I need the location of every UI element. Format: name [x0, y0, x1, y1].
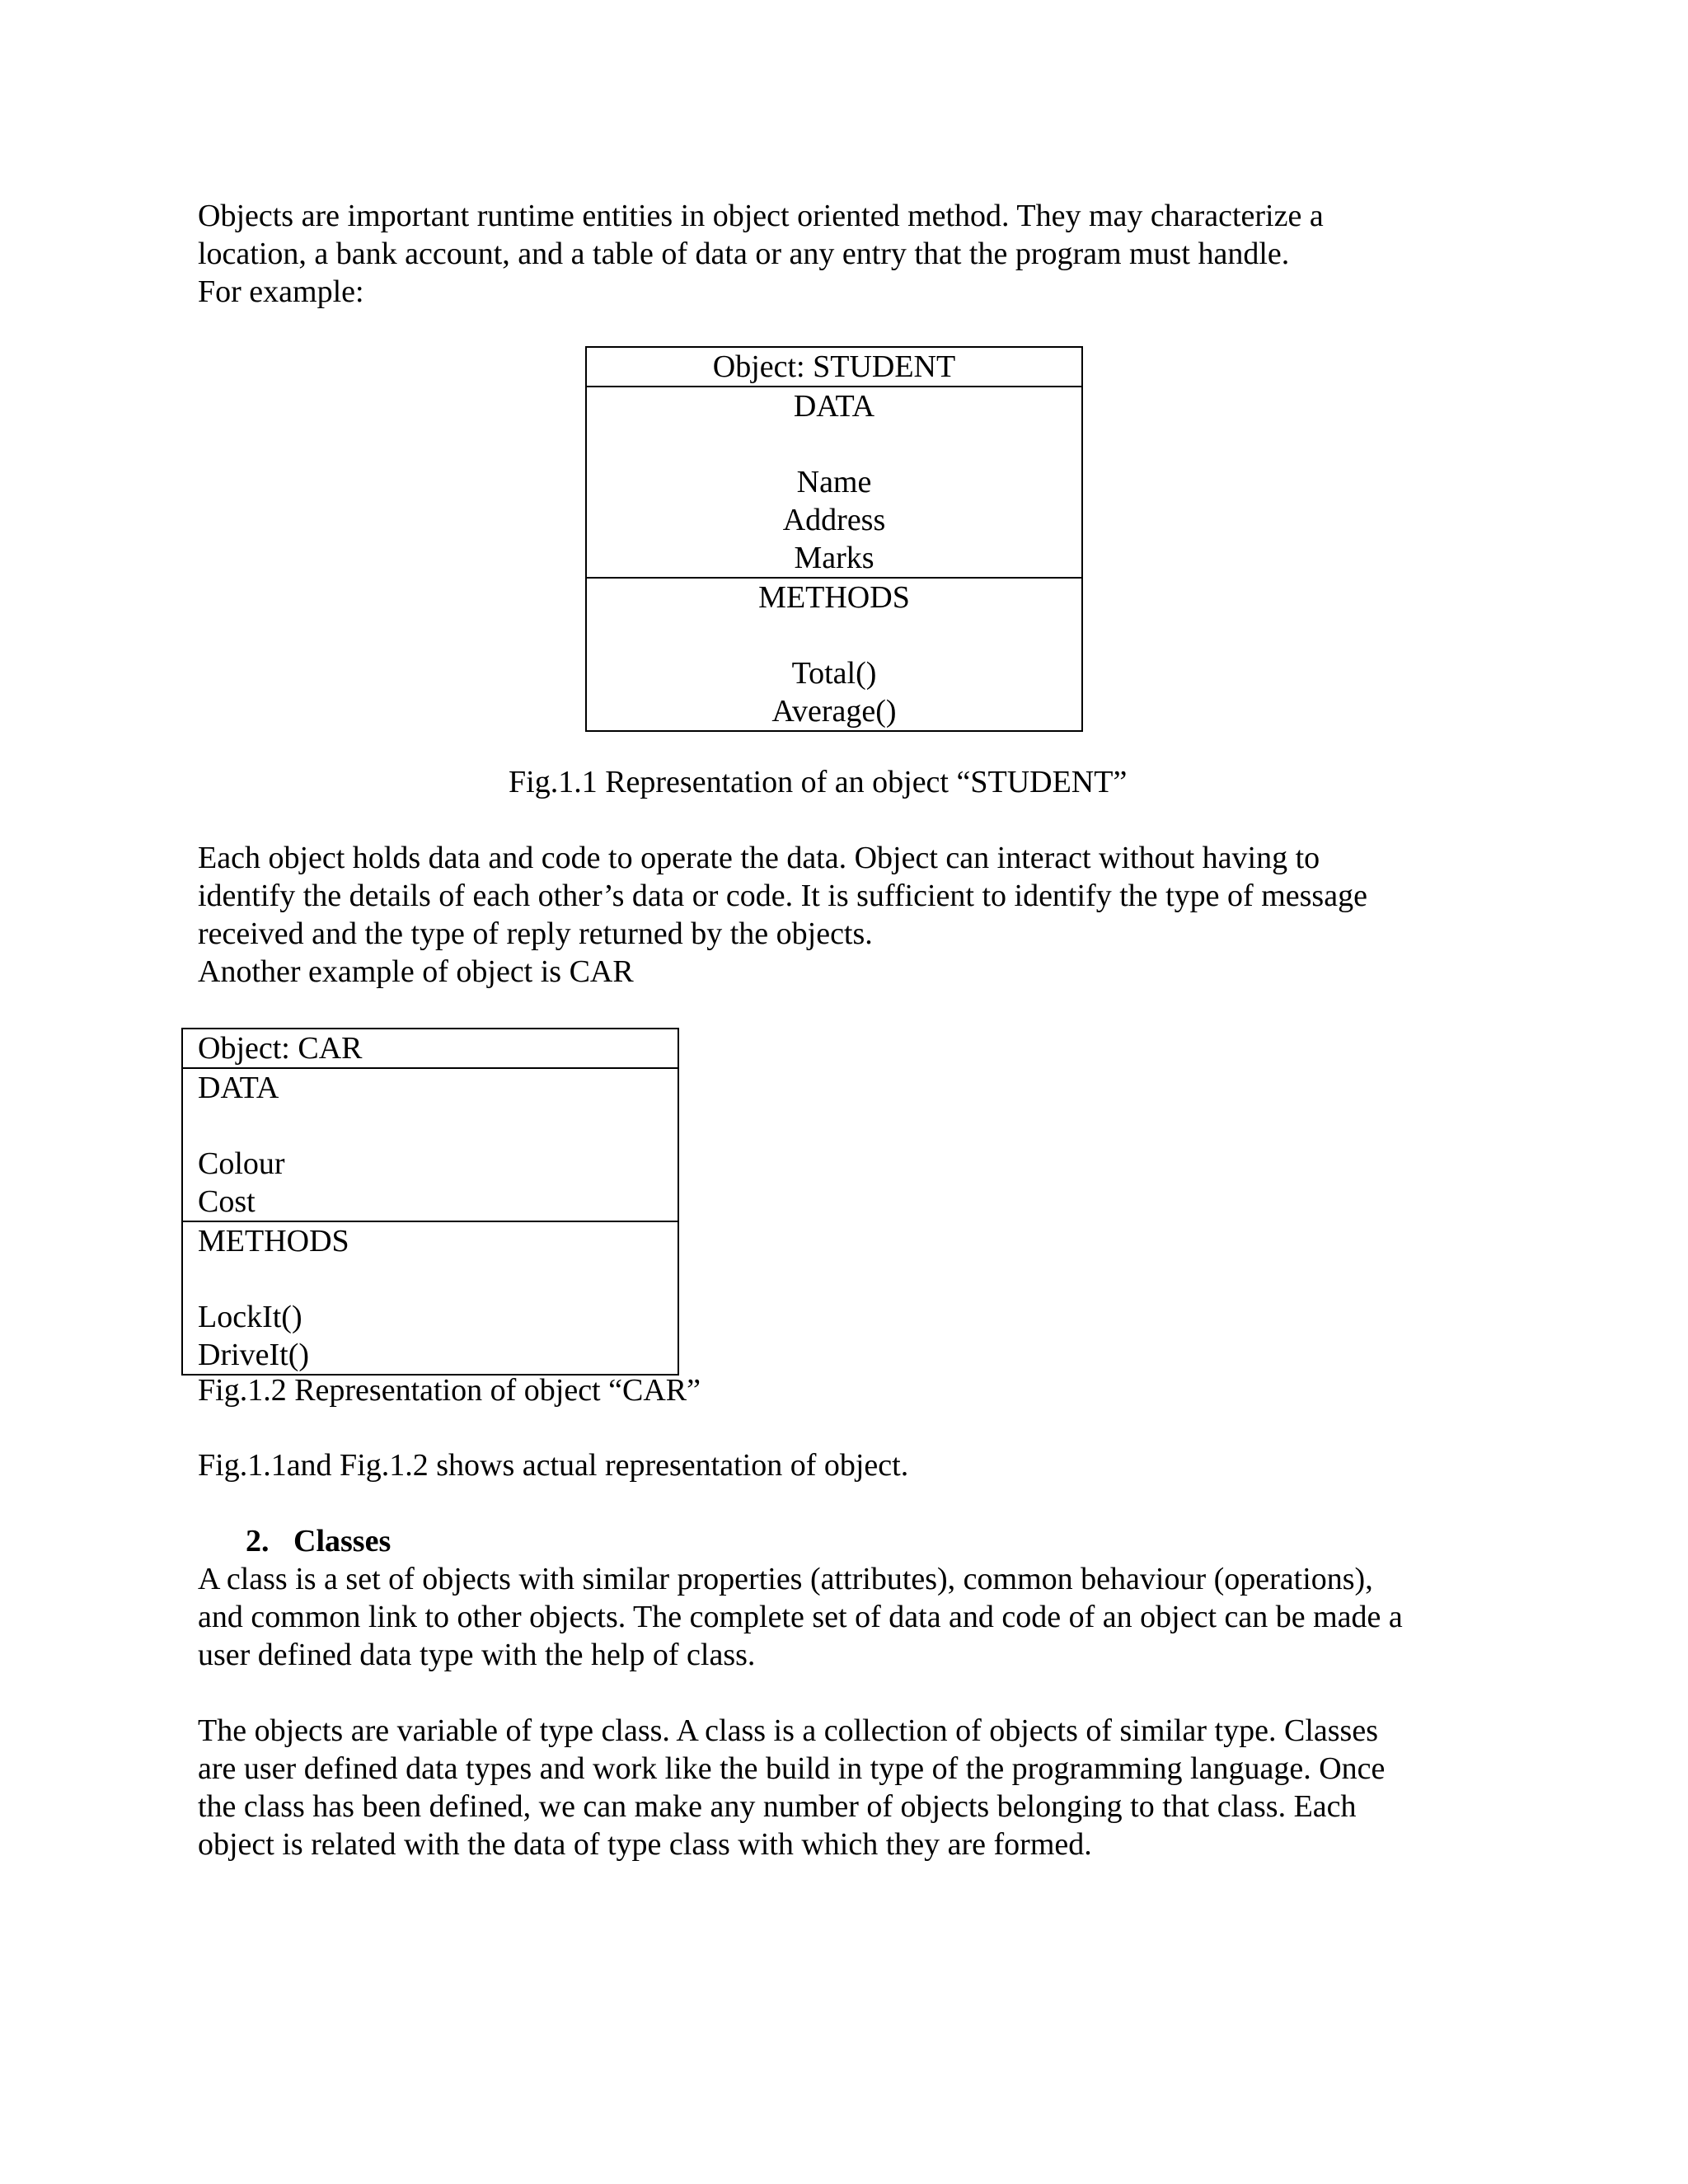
student-data-cell — [587, 387, 1081, 579]
car-data-item: Cost — [198, 1184, 256, 1219]
car-title: Object: CAR — [198, 1031, 363, 1066]
student-methods-label: METHODS — [758, 580, 910, 615]
car-figure-caption: Fig.1.2 Representation of object “CAR” — [198, 1373, 701, 1408]
classes-p2-line-3: the class has been defined, we can make any number of objects belonging to that class. Each — [198, 1789, 1357, 1824]
car-methods-cell — [183, 1222, 678, 1374]
classes-p1-line-3: user defined data type with the help of class. — [198, 1638, 756, 1672]
intro-line-3: For example: — [198, 274, 364, 309]
student-data-item: Marks — [794, 541, 874, 575]
classes-p2-line-1: The objects are variable of type class. A class is a collection of objects of similar type. Classes — [198, 1713, 1378, 1748]
classes-p2-line-2: are user defined data types and work like the build in type of the programming language. Once — [198, 1751, 1386, 1786]
classes-p2-line-4: object is related with the data of type class with which they are formed. — [198, 1827, 1092, 1862]
student-methods-cell — [587, 579, 1081, 730]
middle-line-2: identify the details of each other’s data or code. It is sufficient to identify the type of message — [198, 879, 1367, 913]
middle-line-3: received and the type of reply returned by the objects. — [198, 916, 873, 951]
car-data-label: DATA — [198, 1071, 279, 1105]
student-object-diagram — [585, 346, 1083, 732]
intro-line-2: location, a bank account, and a table of data or any entry that the program must handle. — [198, 237, 1290, 271]
car-methods-label: METHODS — [198, 1224, 349, 1258]
student-method-item: Total() — [791, 656, 877, 691]
student-title-cell — [587, 348, 1081, 387]
car-object-diagram — [181, 1028, 679, 1376]
classes-heading — [246, 1522, 391, 1560]
summary-line: Fig.1.1and Fig.1.2 shows actual representation of object. — [198, 1448, 909, 1483]
middle-line-4: Another example of object is CAR — [198, 954, 634, 989]
student-figure-caption: Fig.1.1 Representation of an object “STUDENT” — [509, 765, 1128, 799]
car-method-item: DriveIt() — [198, 1338, 310, 1372]
car-title-cell — [183, 1029, 678, 1069]
student-data-label: DATA — [793, 389, 875, 424]
car-data-item: Colour — [198, 1146, 285, 1181]
student-method-item: Average() — [771, 694, 897, 729]
classes-heading-number: 2. — [246, 1524, 270, 1558]
student-data-item: Address — [782, 503, 886, 537]
intro-line-1: Objects are important runtime entities in object oriented method. They may characterize a — [198, 199, 1324, 233]
student-title: Object: STUDENT — [712, 349, 956, 384]
middle-line-1: Each object holds data and code to operate the data. Object can interact without having to — [198, 841, 1320, 875]
classes-heading-title: Classes — [293, 1524, 392, 1558]
car-data-cell — [183, 1069, 678, 1222]
classes-p1-line-1: A class is a set of objects with similar properties (attributes), common behaviour (operations), — [198, 1562, 1373, 1596]
classes-p1-line-2: and common link to other objects. The complete set of data and code of an object can be made a — [198, 1600, 1403, 1634]
student-data-item: Name — [796, 465, 872, 499]
car-method-item: LockIt() — [198, 1300, 302, 1334]
